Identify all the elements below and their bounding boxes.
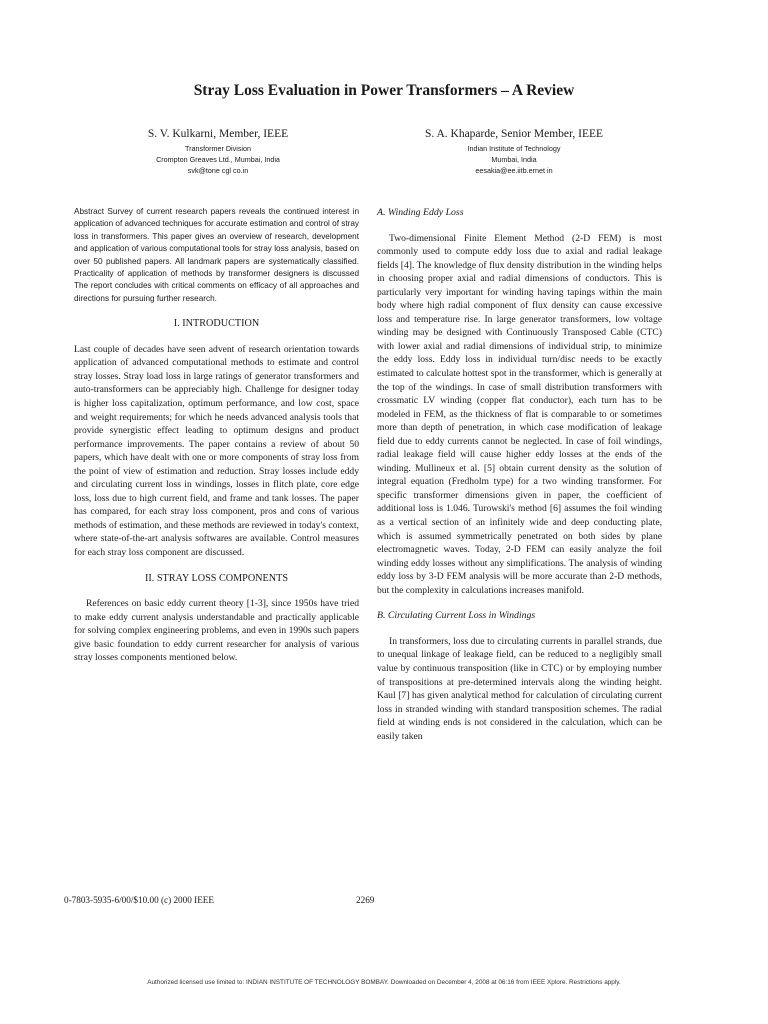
circulating-current-loss-paragraph: In transformers, loss due to circulating currents in parallel strands, due to unequal linkage of leakage field, can be reduced to a negligibly small value by continuous transposition (like in CTC) or by employing number of transpositions at pre-determined intervals along the winding height. Kaul [7] has given analytical method for calculation of circulating current loss in stranded winding with standard transposition schemes. The radial field at winding ends is not considered in the calculation, which can be easily taken (377, 635, 662, 742)
left-column (74, 206, 359, 677)
author-name: S. V. Kulkarni, Member, IEEE (147, 128, 289, 140)
section-heading-introduction: I. INTRODUCTION (173, 318, 260, 330)
copyright-notice: 0-7803-5935-6/00/$10.00 (c) 2000 IEEE (64, 895, 215, 905)
section-heading-stray-loss-components: II. STRAY LOSS COMPONENTS (144, 572, 289, 584)
author-affiliation-line: Indian Institute of Technology (467, 144, 561, 153)
author-email: eesakia@ee.iitb.ernet in (475, 166, 553, 175)
author-name: S. A. Khaparde, Senior Member, IEEE (424, 128, 604, 140)
author-affiliation-line: Mumbai, India (491, 155, 537, 164)
author-affiliation-line: Transformer Division (184, 144, 252, 153)
author-affiliation-line: Crompton Greaves Ltd., Mumbai, India (156, 155, 280, 164)
paper-title: Stray Loss Evaluation in Power Transformers – A Review (193, 82, 575, 99)
introduction-paragraph: Last couple of decades have seen advent of research orientation towards application of advanced computational methods to estimate and control stray losses. Stray load loss in large ratings of generator transformers and auto-transformers can be appreciably high. Challenge for designer today is higher loss capitalization, optimum performance, and low cost, space and weight requirements; for which he needs advanced analysis tools that provide synergistic effect leading to optimum designs and product performance improvements. The paper contains a review of about 50 papers, which have dealt with one or more components of stray loss from the point of view of estimation and reduction. Stray losses include eddy and circulating current loss in windings, losses in flitch plate, core edge loss, loss due to high current field, and frame and tank losses. The paper has compared, for each stray loss component, pros and cons of various methods of estimation, and these methods are reviewed in today's context, where state-of-the-art analysis softwares are available. Control measures for each stray loss component are discussed. (74, 343, 359, 558)
author-email: svk@tone cgl co.in (187, 166, 249, 175)
subsection-heading-circulating-current-loss: B. Circulating Current Loss in Windings (377, 610, 536, 622)
right-column (377, 206, 662, 755)
stray-loss-components-paragraph: References on basic eddy current theory [1-3], since 1950s have tried to make eddy current analysis understandable and practically applicable for solving complex engineering problems, and even in 1990s such papers give basic foundation to eddy current researcher for analysis of various stray losses components mentioned below. (74, 598, 359, 664)
subsection-heading-winding-eddy-loss: A. Winding Eddy Loss (377, 207, 464, 218)
abstract: Abstract Survey of current research papers reveals the continued interest in application of advanced techniques for accurate estimation and control of stray loss in transformers. This paper gives an overview of research, development and application of various computational tools for stray loss analysis, based on over 50 published papers. All landmark papers are systematically classified. Practicality of application of methods by transformer designers is discussed The report concludes with critical comments on efficacy of all approaches and directions for pursuing further research. (74, 207, 359, 303)
author-block-1 (88, 128, 348, 176)
authorization-notice: Authorized licensed use limited to: INDIAN INSTITUTE OF TECHNOLOGY BOMBAY. Downloaded on December 4, 2008 at 06:16 from IEEE Xplore. Restrictions apply. (147, 979, 621, 986)
winding-eddy-loss-paragraph: Two-dimensional Finite Element Method (2-D FEM) is most commonly used to compute eddy loss due to axial and radial leakage fields [4]. The knowledge of flux density distribution in the winding helps in choosing proper axial and radial dimensions of conductors. This is particularly very important for winding having tapings within the main body where high radial component of flux density can cause excessive loss and temperature rise. In large generator transformers, low voltage winding may be designed with Continuously Transposed Cable (CTC) with lower axial and radial dimensions of individual strip, to minimize the eddy loss. Eddy loss in individual turn/disc needs to be exactly estimated to calculate hottest spot in the transformer, which is generally at the top of the windings. In case of small distribution transformers with crossmatic LV winding (copper flat conductor), each turn has to be modeled in FEM, as the thickness of flat is comparable to or sometimes more than depth of penetration, in which case modification of leakage field due to eddy currents cannot be neglected. In case of foil windings, radial leakage field will cause higher eddy losses at the ends of the winding. Mullineux et al. [5] obtain current density as the solution of integral equation (Fredholm type) for a two winding transformer. For specific transformer dimensions given in paper, the coefficient of additional loss is 1.046. Turowski's method [6] assumes the foil winding as a vertical section of an infinitely wide and deep conducting plate, which is assumed symmetrically penetrated on both sides by plane electromagnetic waves. Today, 2-D FEM can easily analyze the foil winding eddy losses without any simplifications. The analysis of winding eddy loss by 3-D FEM analysis will be more accurate than 2-D methods, but the complexity in calculations increases manifold. (377, 232, 662, 596)
author-block-2 (384, 128, 644, 176)
page-number: 2269 (356, 895, 375, 905)
